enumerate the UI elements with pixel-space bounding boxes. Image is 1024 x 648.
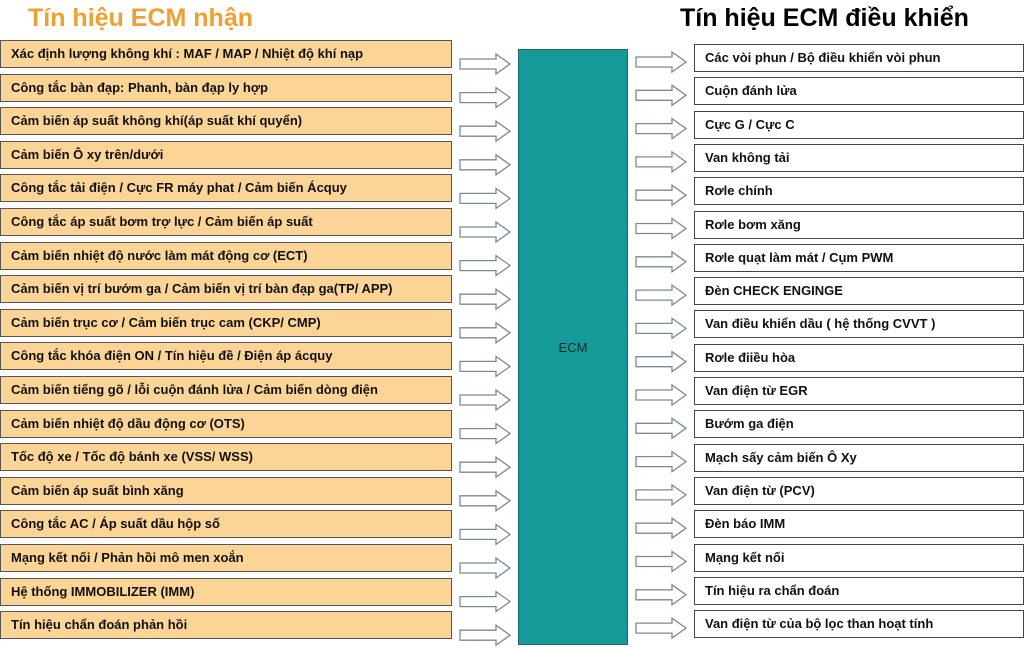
output-signal-box: Rơle điiều hòa xyxy=(694,344,1024,372)
output-signal-box: Mạch sấy cảm biến Ô Xy xyxy=(694,444,1024,472)
output-arrow-icon xyxy=(636,385,686,405)
input-arrow-icon xyxy=(460,424,510,444)
input-signal-box: Tín hiệu chẩn đoán phản hồi xyxy=(0,611,452,639)
input-signal-box: Công tắc bàn đạp: Phanh, bàn đạp ly hợp xyxy=(0,74,452,102)
input-arrow-icon xyxy=(460,54,510,74)
output-arrow-icon xyxy=(636,552,686,572)
output-arrow-icon xyxy=(636,85,686,105)
output-arrow-icon xyxy=(636,585,686,605)
input-arrow-icon xyxy=(460,121,510,141)
output-signal-box: Van điện từ (PCV) xyxy=(694,477,1024,505)
input-signal-box: Mạng kết nối / Phản hồi mô men xoắn xyxy=(0,544,452,572)
output-arrow-icon xyxy=(636,252,686,272)
input-signal-box: Công tắc AC / Áp suất dầu hộp số xyxy=(0,510,452,538)
input-arrow-icon xyxy=(460,625,510,645)
output-signal-box: Cuộn đánh lửa xyxy=(694,77,1024,105)
output-signal-box: Van điều khiển dầu ( hệ thống CVVT ) xyxy=(694,310,1024,338)
input-signal-box: Tốc độ xe / Tốc độ bánh xe (VSS/ WSS) xyxy=(0,443,452,471)
output-arrow-icon xyxy=(636,518,686,538)
input-arrow-icon xyxy=(460,256,510,276)
input-signal-box: Cảm biến nhiệt độ nước làm mát động cơ (ECT) xyxy=(0,242,452,270)
output-signal-box: Cực G / Cực C xyxy=(694,111,1024,139)
input-arrow-icon xyxy=(460,323,510,343)
output-signal-box: Đèn báo IMM xyxy=(694,510,1024,538)
input-arrow-icon xyxy=(460,558,510,578)
output-arrow-icon xyxy=(636,152,686,172)
output-signal-box: Rơle chính xyxy=(694,177,1024,205)
output-arrow-icon xyxy=(636,452,686,472)
output-signal-box: Mạng kết nối xyxy=(694,544,1024,572)
outputs-title: Tín hiệu ECM điều khiển xyxy=(680,4,969,32)
input-signal-box: Cảm biến vị trí bướm ga / Cảm biến vị trí bàn đạp ga(TP/ APP) xyxy=(0,275,452,303)
output-arrow-icon xyxy=(636,485,686,505)
input-arrow-icon xyxy=(460,457,510,477)
output-signal-box: Van không tải xyxy=(694,144,1024,172)
input-arrow-icon xyxy=(460,188,510,208)
input-signal-box: Cảm biến trục cơ / Cảm biến trục cam (CKP/ CMP) xyxy=(0,309,452,337)
output-signal-box: Bướm ga điện xyxy=(694,410,1024,438)
input-arrow-icon xyxy=(460,155,510,175)
input-signal-box: Công tắc khóa điện ON / Tín hiệu đề / Điện áp ácquy xyxy=(0,342,452,370)
ecm-label: ECM xyxy=(558,339,588,355)
output-signal-box: Đèn CHECK ENGINGE xyxy=(694,277,1024,305)
input-arrow-icon xyxy=(460,88,510,108)
inputs-title: Tín hiệu ECM nhận xyxy=(28,4,253,32)
output-arrow-icon xyxy=(636,418,686,438)
output-arrow-icon xyxy=(636,119,686,139)
input-arrow-icon xyxy=(460,222,510,242)
output-signal-box: Rơle quạt làm mát / Cụm PWM xyxy=(694,244,1024,272)
output-signal-box: Van điện từ EGR xyxy=(694,377,1024,405)
input-signal-box: Công tắc tải điện / Cực FR máy phat / Cảm biến Ácquy xyxy=(0,174,452,202)
input-arrow-icon xyxy=(460,524,510,544)
input-signal-box: Cảm biến tiếng gõ / lỗi cuộn đánh lửa / Cảm biến dòng điện xyxy=(0,376,452,404)
output-arrow-icon xyxy=(636,219,686,239)
input-signal-box: Cảm biến áp suất bình xăng xyxy=(0,477,452,505)
input-signal-box: Cảm biến Ô xy trên/dưới xyxy=(0,141,452,169)
input-arrow-icon xyxy=(460,390,510,410)
output-arrow-icon xyxy=(636,52,686,72)
input-signal-box: Cảm biến nhiệt độ dầu động cơ (OTS) xyxy=(0,410,452,438)
ecm-unit xyxy=(518,49,628,645)
output-signal-box: Van điện từ của bộ lọc than hoạt tính xyxy=(694,610,1024,638)
output-arrow-icon xyxy=(636,318,686,338)
input-signal-box: Xác định lượng không khí : MAF / MAP / Nhiệt độ khí nạp xyxy=(0,40,452,68)
input-arrow-icon xyxy=(460,592,510,612)
output-arrow-icon xyxy=(636,352,686,372)
input-arrow-icon xyxy=(460,289,510,309)
output-signal-box: Các vòi phun / Bộ điều khiển vòi phun xyxy=(694,44,1024,72)
output-signal-box: Rơle bơm xăng xyxy=(694,211,1024,239)
output-arrow-icon xyxy=(636,618,686,638)
input-signal-box: Cảm biến áp suất không khí(áp suất khí quyển) xyxy=(0,107,452,135)
output-arrow-icon xyxy=(636,185,686,205)
input-signal-box: Hệ thống IMMOBILIZER (IMM) xyxy=(0,578,452,606)
input-arrow-icon xyxy=(460,491,510,511)
output-signal-box: Tín hiệu ra chẩn đoán xyxy=(694,577,1024,605)
input-signal-box: Công tắc áp suất bơm trợ lực / Cảm biến áp suất xyxy=(0,208,452,236)
input-arrow-icon xyxy=(460,356,510,376)
output-arrow-icon xyxy=(636,285,686,305)
